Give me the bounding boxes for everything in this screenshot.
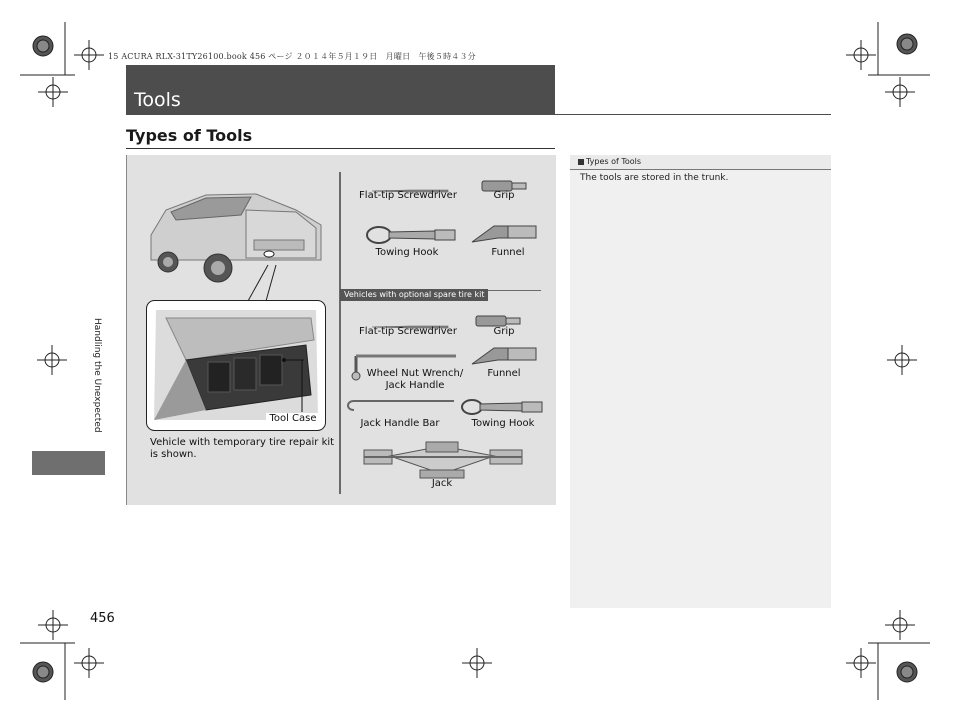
jack-label: Jack [431,478,453,489]
kit-funnel-illustration [468,344,538,368]
page-number: 456 [90,611,115,626]
kit-flat-tip-screwdriver-illustration [370,316,450,324]
chapter-label-text: Handling the Unexpected [92,318,102,433]
tool-case-leader [280,358,310,414]
sidebar-note-header [570,155,831,170]
sidebar-note-panel [570,155,831,608]
funnel-label: Funnel [491,247,525,258]
flat-tip-screwdriver-illustration [370,180,450,188]
spare-kit-banner: Vehicles with optional spare tire kit [340,289,488,301]
page-title-bar [126,65,555,114]
funnel-illustration [468,222,538,246]
flat-tip-screwdriver-label: Flat-tip Screwdriver [359,190,457,201]
kit-grip-label: Grip [493,326,515,337]
kit-towing-hook-label: Towing Hook [471,418,535,429]
sidebar-note-heading: Types of Tools [586,157,642,166]
section-title: Types of Tools [126,126,253,145]
illustration-caption: Vehicle with temporary tire repair kit is shown. [150,437,335,460]
callout-lines [240,255,300,305]
grip-label: Grip [493,190,515,201]
kit-towing-hook-illustration [460,397,546,417]
print-header: 15 ACURA RLX-31TY26100.book 456 ページ ２０１４年５月１９日 月曜日 午後５時４３分 [108,52,476,61]
reference-icon [578,159,584,165]
chapter-label [92,318,106,448]
kit-flat-tip-screwdriver-label: Flat-tip Screwdriver [359,326,457,337]
panel-divider-vertical [339,172,341,494]
kit-funnel-label: Funnel [487,368,521,379]
jack-handle-bar-illustration [344,398,456,414]
jack-handle-bar-label: Jack Handle Bar [360,418,440,429]
page-title: Tools [134,89,181,111]
towing-hook-label: Towing Hook [375,247,439,258]
jack-illustration [360,440,526,480]
chapter-tab [32,451,105,475]
kit-grip-illustration [474,313,522,327]
title-rule [126,114,831,115]
towing-hook-illustration [365,224,457,246]
wheel-nut-wrench-label-line1: Wheel Nut Wrench/ [366,368,464,379]
section-rule [126,148,555,149]
wheel-nut-wrench-label-line2: Jack Handle [385,380,445,391]
sidebar-note-text: The tools are stored in the trunk. [580,173,729,183]
tool-case-label: Tool Case [266,413,320,425]
